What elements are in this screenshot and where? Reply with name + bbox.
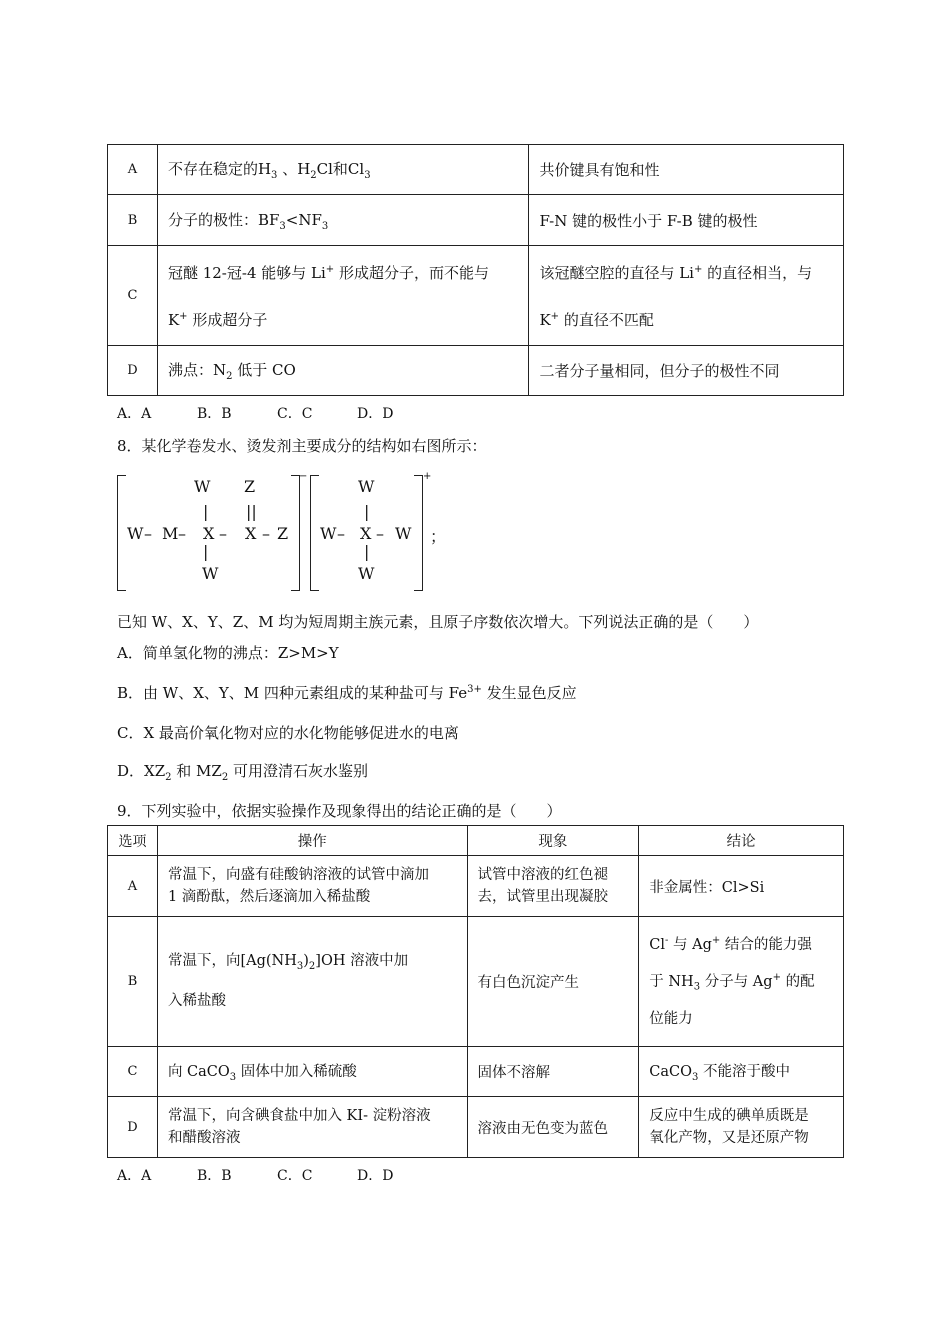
atom-w: W xyxy=(320,524,337,543)
choice-c[interactable]: C．C xyxy=(277,1168,313,1184)
bond: – xyxy=(219,524,227,543)
row-label: B xyxy=(108,195,158,246)
atom-x: X xyxy=(360,524,372,543)
row-label: D xyxy=(108,1097,158,1158)
table-row xyxy=(108,1097,844,1158)
single-bond: | xyxy=(364,542,370,561)
conclusion-cell: 非金属性：Cl>Si xyxy=(639,856,844,917)
explanation-cell: F-N 键的极性小于 F-B 键的极性 xyxy=(529,195,844,246)
row-label: B xyxy=(108,917,158,1047)
semicolon: ； xyxy=(430,527,447,546)
atom-w: W xyxy=(202,564,219,583)
table-row xyxy=(108,917,844,1047)
choice-d[interactable]: D．D xyxy=(357,406,394,422)
table-row xyxy=(108,856,844,917)
choice-a[interactable]: A．A xyxy=(117,1168,152,1184)
cation-charge: + xyxy=(423,471,432,482)
header-row xyxy=(108,826,844,856)
col-header: 操作 xyxy=(157,826,467,856)
atom-w: W xyxy=(194,477,211,496)
q9-answer-choices xyxy=(117,1165,437,1185)
conclusion-cell: Cl- 与 Ag+ 结合的能力强 于 $NH_3$ 分子与 Ag+ 的配 位能力 xyxy=(639,917,844,1047)
q8-condition: 已知 W、X、Y、Z、M 均为短周期主族元素，且原子序数依次增大。下列说法正确的是（ ） xyxy=(117,613,759,631)
phenomenon-cell: 有白色沉淀产生 xyxy=(467,917,639,1047)
table-row xyxy=(108,346,844,396)
explanation-line: 该冠醚空腔的直径与 Li+ 的直径相当，与 xyxy=(539,263,813,282)
operation-cell: 常温下，向$[Ag(NH_3)_2]OH$ 溶液中加 入稀盐酸 xyxy=(157,917,467,1047)
single-bond: | xyxy=(203,542,209,561)
fact-cell xyxy=(157,246,529,346)
bond: – xyxy=(178,524,186,543)
q8-option-b[interactable]: B．由 W、X、Y、M 四种元素组成的某种盐可与 $Fe^{3+}$ 发生显色反应 xyxy=(117,684,577,702)
choice-c[interactable]: C．C xyxy=(277,406,313,422)
fact-cell: 沸点：$N_2$ 低于 CO xyxy=(157,346,529,396)
conclusion-cell: CaCO$_3$ 不能溶于酸中 xyxy=(639,1047,844,1097)
fact-line: 冠醚 12-冠-4 能够与 Li+ 形成超分子，而不能与 xyxy=(167,263,489,282)
q8-stem: 8．某化学卷发水、烫发剂主要成分的结构如右图所示： xyxy=(117,437,487,455)
phenomenon-cell: 溶液由无色变为蓝色 xyxy=(467,1097,639,1158)
operation-cell: 常温下，向盛有硅酸钠溶液的试管中滴加 1 滴酚酞，然后逐滴加入稀盐酸 xyxy=(157,856,467,917)
choice-b[interactable]: B．B xyxy=(197,1168,232,1184)
fact-cell: 不存在稳定的$H_3$ 、$H_2Cl$和$Cl_3$ xyxy=(157,145,529,195)
single-bond: | xyxy=(203,502,209,521)
row-label: C xyxy=(108,246,158,346)
col-header: 结论 xyxy=(639,826,844,856)
anion-charge: − xyxy=(299,471,308,482)
table-row xyxy=(108,195,844,246)
explanation-cell xyxy=(529,246,844,346)
phenomenon-cell: 固体不溶解 xyxy=(467,1047,639,1097)
q8-option-c[interactable]: C．X 最高价氧化物对应的水化物能够促进水的电离 xyxy=(117,724,459,742)
bond: – xyxy=(337,524,345,543)
choice-b[interactable]: B．B xyxy=(197,406,232,422)
atom-x: X xyxy=(245,524,257,543)
atom-w: W xyxy=(358,477,375,496)
table-row xyxy=(108,246,844,346)
row-label: A xyxy=(108,856,158,917)
atom-w: W xyxy=(395,524,412,543)
single-bond: | xyxy=(364,502,370,521)
col-header: 选项 xyxy=(108,826,158,856)
q7-answer-choices xyxy=(117,403,437,423)
phenomenon-cell: 试管中溶液的红色褪 去，试管里出现凝胶 xyxy=(467,856,639,917)
operation-cell: 向 CaCO$_3$ 固体中加入稀硫酸 xyxy=(157,1047,467,1097)
choice-d[interactable]: D．D xyxy=(357,1168,394,1184)
fact-line: K+ 形成超分子 xyxy=(167,310,268,329)
left-bracket xyxy=(310,475,319,591)
atom-z: Z xyxy=(244,477,256,496)
double-bond: || xyxy=(246,502,257,521)
atom-m: M xyxy=(162,524,179,543)
choice-a[interactable]: A．A xyxy=(117,406,152,422)
atom-z: Z xyxy=(277,524,289,543)
row-label: D xyxy=(108,346,158,396)
left-bracket xyxy=(117,475,126,591)
q8-structure-diagram xyxy=(117,471,447,593)
row-label: C xyxy=(108,1047,158,1097)
table-row xyxy=(108,145,844,195)
atom-w: W xyxy=(358,564,375,583)
table-row xyxy=(108,1047,844,1097)
explanation-cell: 共价键具有饱和性 xyxy=(529,145,844,195)
explanation-line: K+ 的直径不匹配 xyxy=(539,310,654,329)
right-bracket xyxy=(291,475,300,591)
bond: – xyxy=(144,524,152,543)
col-header: 现象 xyxy=(467,826,639,856)
q9-table xyxy=(107,825,844,1158)
atom-w: W xyxy=(127,524,144,543)
q8-option-a[interactable]: A．简单氢化物的沸点：Z>M>Y xyxy=(117,644,339,662)
bond: – xyxy=(262,524,270,543)
q7-table xyxy=(107,144,844,396)
right-bracket xyxy=(414,475,423,591)
q8-option-d[interactable]: D．$XZ_2$ 和 $MZ_2$ 可用澄清石灰水鉴别 xyxy=(117,762,368,783)
q9-stem: 9．下列实验中，依据实验操作及现象得出的结论正确的是（ ） xyxy=(117,802,562,820)
conclusion-cell: 反应中生成的碘单质既是 氧化产物，又是还原产物 xyxy=(639,1097,844,1158)
explanation-cell: 二者分子量相同，但分子的极性不同 xyxy=(529,346,844,396)
bond: – xyxy=(376,524,384,543)
row-label: A xyxy=(108,145,158,195)
fact-cell: 分子的极性：$BF_3<NF_3$ xyxy=(157,195,529,246)
atom-x: X xyxy=(203,524,215,543)
operation-cell: 常温下，向含碘食盐中加入 KI- 淀粉溶液 和醋酸溶液 xyxy=(157,1097,467,1158)
